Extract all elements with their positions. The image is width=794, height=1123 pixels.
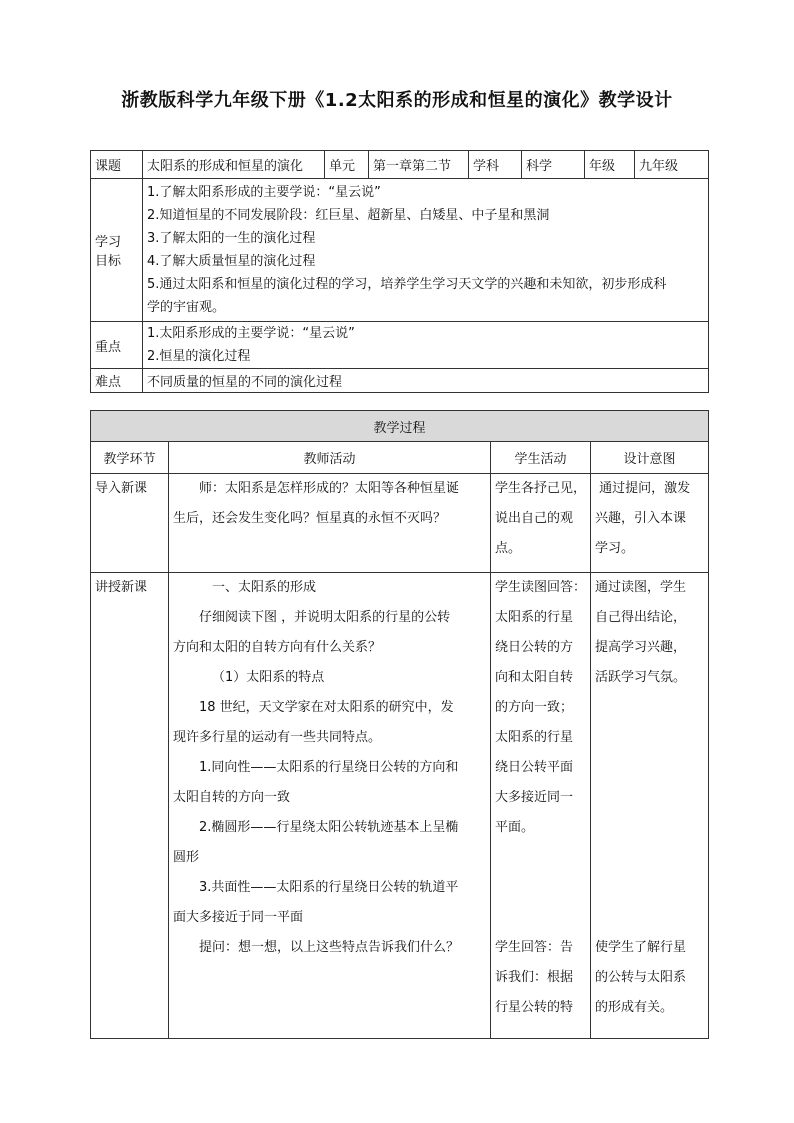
- topic-label: 课题: [91, 151, 143, 179]
- keypoint-item: 2.恒星的演化过程: [147, 349, 251, 364]
- subject-value: 科学: [522, 151, 585, 179]
- difficulty-row: [91, 369, 709, 393]
- keypoint-item: 1.太阳系形成的主要学说：“星云说”: [147, 326, 355, 341]
- goal-item: 4.了解大质量恒星的演化过程: [147, 254, 316, 269]
- intro-stage: 导入新课: [91, 474, 169, 573]
- difficulty-label: 难点: [91, 369, 143, 393]
- unit-value: 第一章第二节: [369, 151, 469, 179]
- topic-value: 太阳系的形成和恒星的演化: [143, 151, 325, 179]
- lecture-row: [91, 573, 709, 1039]
- process-header-row: [91, 411, 709, 442]
- page-title: 浙教版科学九年级下册《1.2太阳系的形成和恒星的演化》教学设计: [121, 90, 673, 111]
- col-student: 学生活动: [491, 442, 591, 474]
- goals-row: [91, 179, 709, 322]
- goal-item: 5.通过太阳系和恒星的演化过程的学习，培养学生学习天文学的兴趣和未知欲，初步形成科: [147, 277, 667, 292]
- difficulty-text: 不同质量的恒星的不同的演化过程: [143, 369, 709, 393]
- process-columns-row: [91, 442, 709, 474]
- keypoints-label: 重点: [91, 322, 143, 369]
- process-header: 教学过程: [91, 411, 709, 442]
- unit-label: 单元: [325, 151, 369, 179]
- grade-label: 年级: [585, 151, 635, 179]
- lecture-stage: 讲授新课: [91, 573, 169, 1039]
- lecture-student: 学生读图回答： 太阳系的行星 绕日公转的方 向和太阳自转 的方向一致； 太阳系的行星 绕日公转平面 大多接近同一 平面。 学生回答：告 诉我们：根据 行星公转的特: [491, 573, 591, 1039]
- keypoints-list: [143, 322, 709, 369]
- intro-teacher: 师：太阳系是怎样形成的？太阳等各种恒星诞 生后，还会发生变化吗？恒星真的永恒不灭吗？: [169, 474, 491, 573]
- topic-row: [91, 151, 709, 179]
- goal-item: 2.知道恒星的不同发展阶段：红巨星、超新星、白矮星、中子星和黑洞: [147, 208, 550, 223]
- subject-label: 学科: [469, 151, 522, 179]
- goal-item: 学的宇宙观。: [147, 300, 226, 315]
- col-stage: 教学环节: [91, 442, 169, 474]
- grade-value: 九年级: [635, 151, 709, 179]
- intro-intent: 通过提问，激发 兴趣，引入本课 学习。: [591, 474, 709, 573]
- process-table: [90, 410, 709, 1039]
- lecture-intent: 通过读图，学生 自己得出结论， 提高学习兴趣， 活跃学习气氛。 使学生了解行星 的公转与太阳系 的形成有关。: [591, 573, 709, 1039]
- intro-student: 学生各抒己见， 说出自己的观 点。: [491, 474, 591, 573]
- goal-item: 1.了解太阳系形成的主要学说：“星云说”: [147, 185, 381, 200]
- goals-label: 学习 目标: [91, 179, 143, 322]
- goal-item: 3.了解太阳的一生的演化过程: [147, 231, 316, 246]
- col-intent: 设计意图: [591, 442, 709, 474]
- keypoints-row: [91, 322, 709, 369]
- intro-row: [91, 474, 709, 573]
- info-table: [90, 150, 709, 393]
- lecture-teacher: 一、太阳系的形成 仔细阅读下图 ，并说明太阳系的行星的公转 方向和太阳的自转方向有什么关系？ （1）太阳系的特点 18 世纪，天文学家在对太阳系的研究中，发 现许多行星的运动有一些共同特点。 1.同向性——太阳系的行星绕日公转的方向和 太阳自转的方向一致 2.椭圆形——行星绕太阳公转轨迹基本上呈椭 圆形 3.共面性——太阳系的行星绕日公转的轨道平 面大多接近于同一平面 提问：想一想，以上这些特点告诉我们什么？: [169, 573, 491, 1039]
- goals-list: [143, 179, 709, 322]
- col-teacher: 教师活动: [169, 442, 491, 474]
